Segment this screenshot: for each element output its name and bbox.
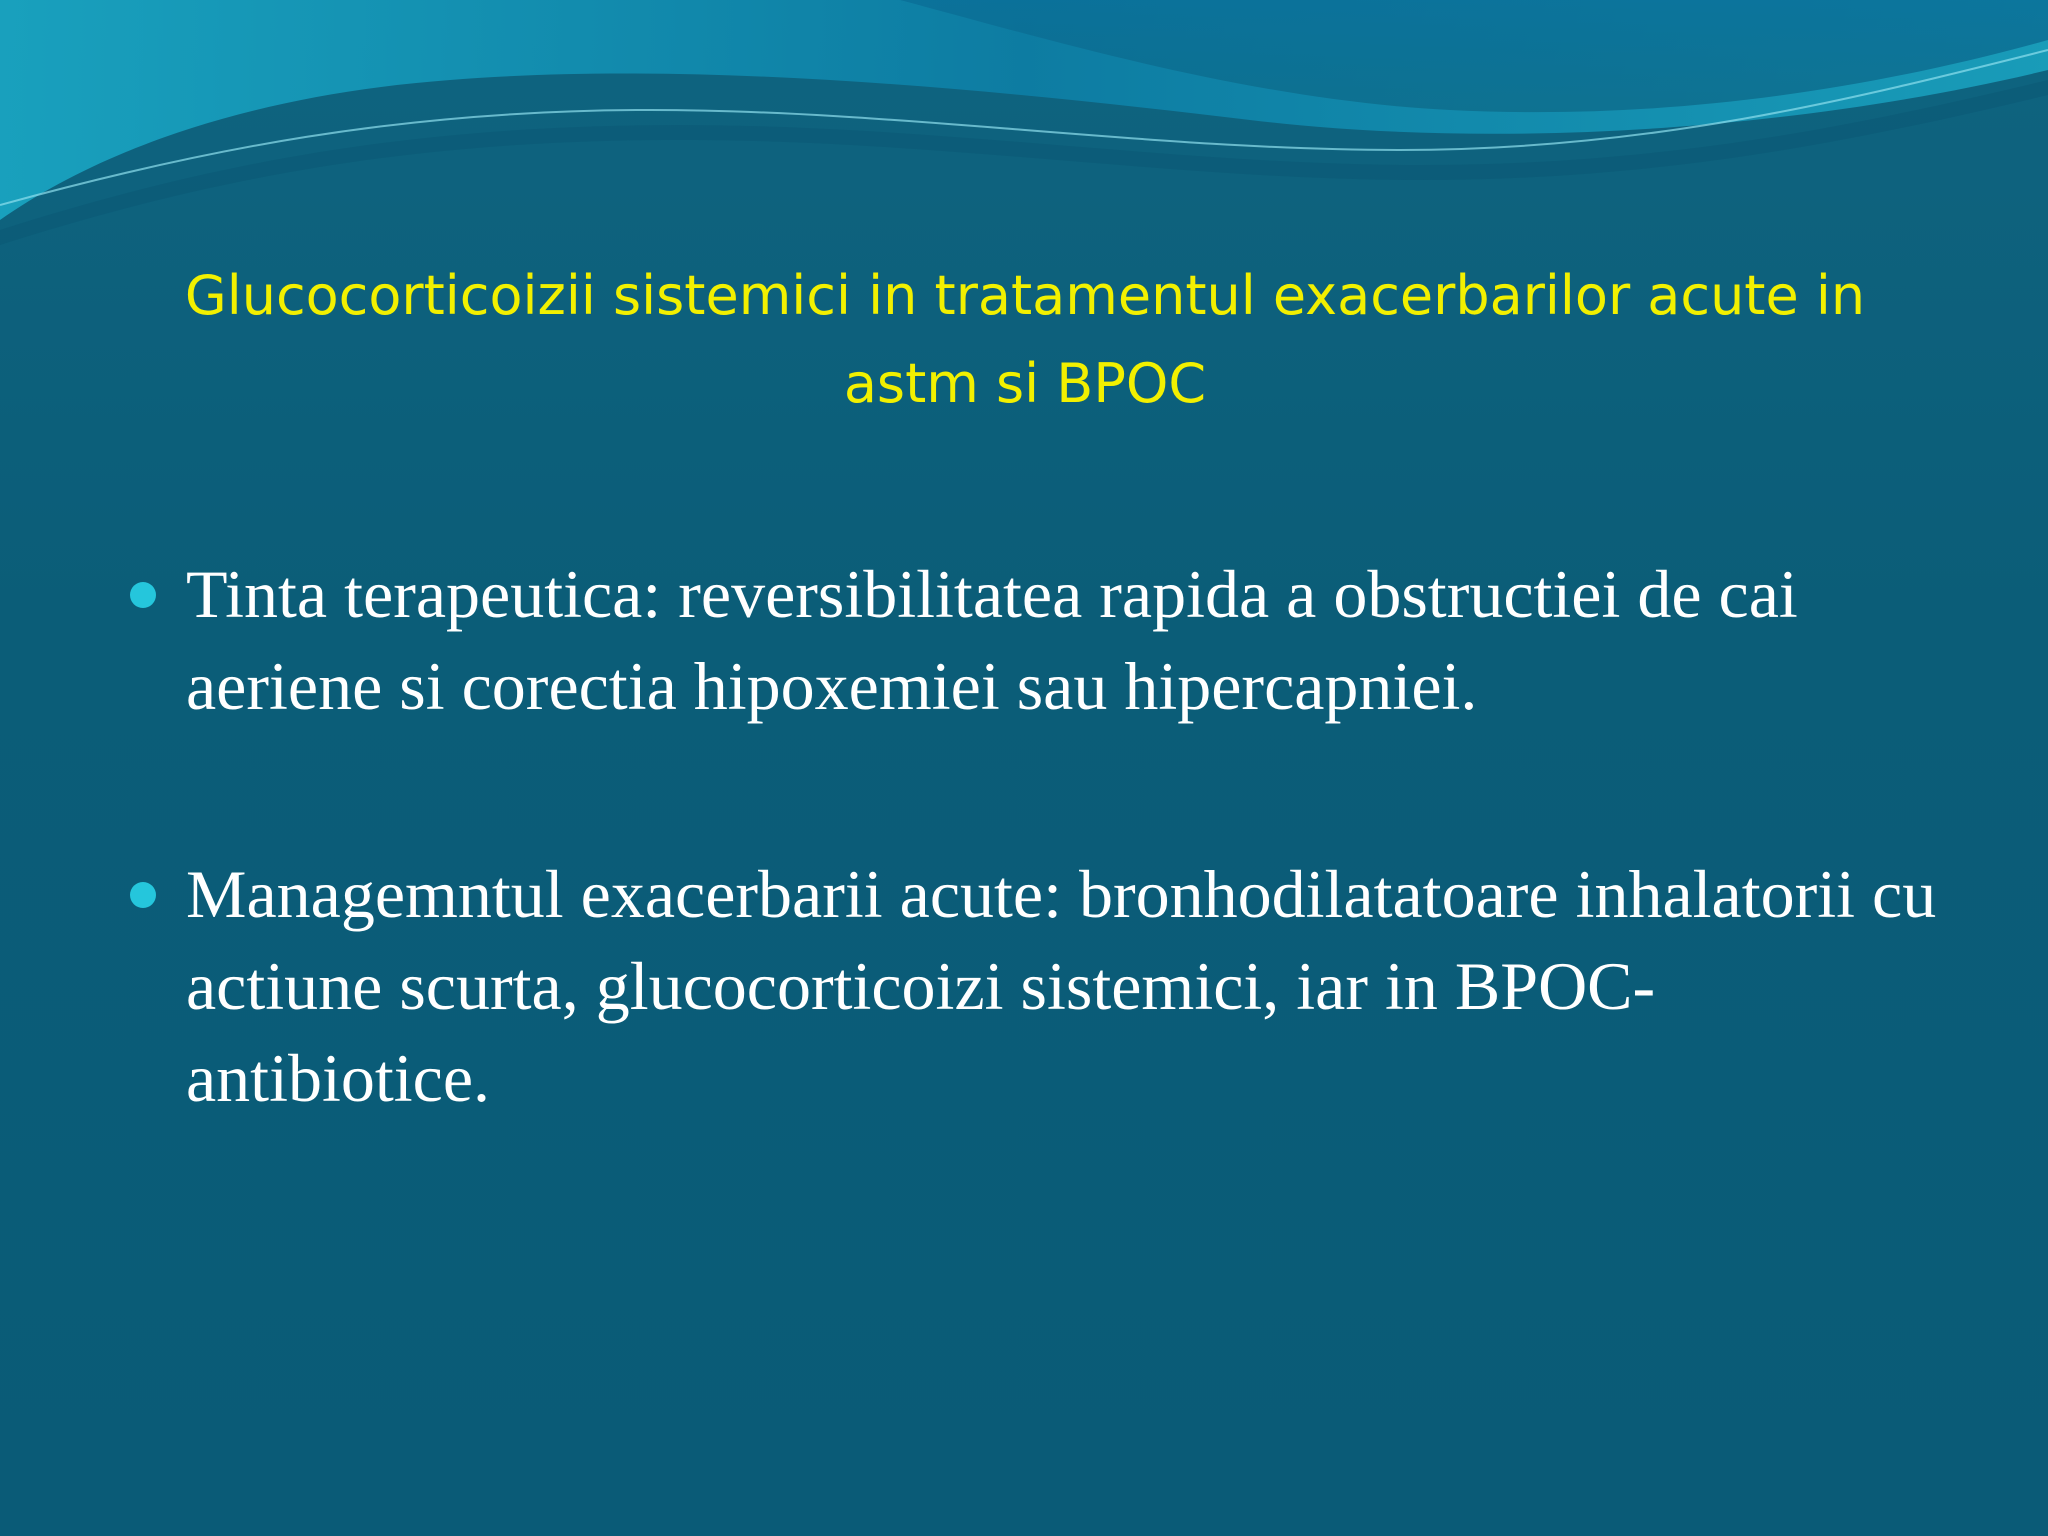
bullet-text: Tinta terapeutica: reversibilitatea rapida a obstructiei de cai aeriene si corectia hipoxemiei sau hipercapniei. bbox=[186, 556, 1798, 724]
bullet-dot-icon bbox=[130, 882, 156, 908]
bullet-text: Managemntul exacerbarii acute: bronhodilatatoare inhalatorii cu actiune scurta, glucocorticoizi sistemici, iar in BPOC- antibiotice. bbox=[186, 856, 1937, 1116]
bullet-dot-icon bbox=[130, 582, 156, 608]
bullet-list bbox=[130, 548, 1960, 1124]
decorative-waves bbox=[0, 0, 2048, 260]
slide-title: Glucocorticoizii sistemici in tratamentul exacerbarilor acute in astm si BPOC bbox=[184, 264, 1866, 415]
bullet-item bbox=[130, 848, 1960, 1124]
bullet-item bbox=[130, 548, 1960, 732]
